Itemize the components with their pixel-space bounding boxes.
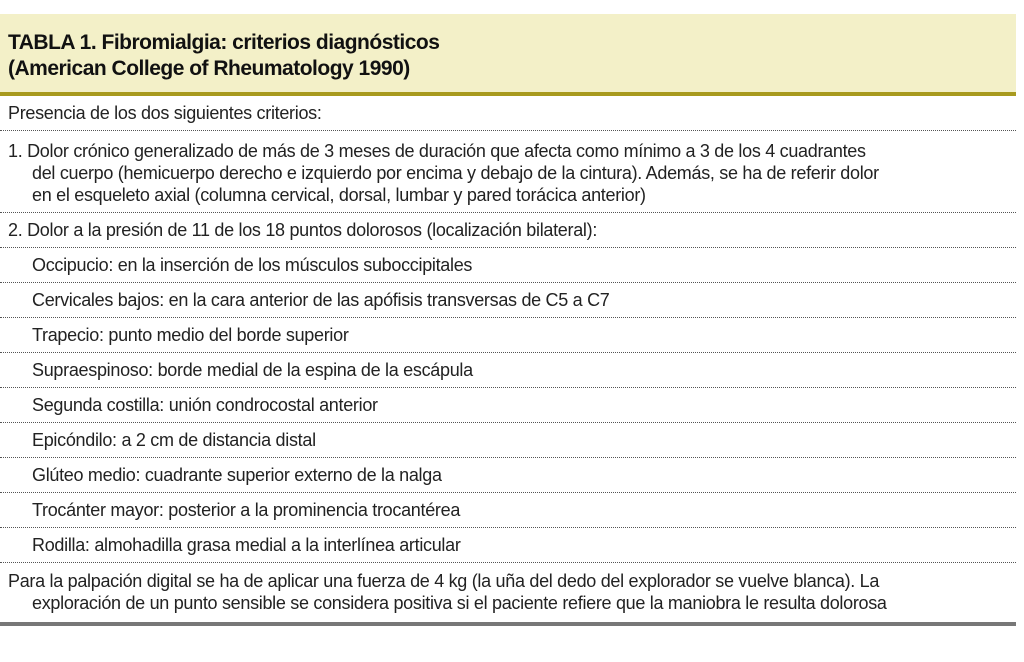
criteria-table xyxy=(0,14,1016,626)
tender-point-row: Rodilla: almohadilla grasa medial a la interlínea articular xyxy=(0,528,1016,563)
table-title xyxy=(0,14,1016,96)
intro-row: Presencia de los dos siguientes criterios: xyxy=(0,96,1016,131)
table-body xyxy=(0,96,1016,622)
footnote-line: exploración de un punto sensible se considera positiva si el paciente refiere que la maniobra le resulta dolorosa xyxy=(32,593,887,613)
criterion-1-line: del cuerpo (hemicuerpo derecho e izquierdo por encima y debajo de la cintura). Además, se ha de referir dolor xyxy=(32,163,879,183)
criterion-1-line: 1. Dolor crónico generalizado de más de 3 meses de duración que afecta como mínimo a 3 de los 4 cuadrantes xyxy=(8,141,866,161)
table-bottom-rule xyxy=(0,622,1016,626)
footnote-row xyxy=(0,563,1016,622)
tender-point-row: Trapecio: punto medio del borde superior xyxy=(0,318,1016,353)
tender-point-row: Glúteo medio: cuadrante superior externo de la nalga xyxy=(0,458,1016,493)
footnote-line: Para la palpación digital se ha de aplicar una fuerza de 4 kg (la uña del dedo del explorador se vuelve blanca). La xyxy=(8,571,880,591)
tender-point-row: Occipucio: en la inserción de los músculos suboccipitales xyxy=(0,248,1016,283)
tender-point-row: Trocánter mayor: posterior a la prominencia trocantérea xyxy=(0,493,1016,528)
tender-point-row: Supraespinoso: borde medial de la espina de la escápula xyxy=(0,353,1016,388)
criterion-2-heading: 2. Dolor a la presión de 11 de los 18 puntos dolorosos (localización bilateral): xyxy=(0,213,1016,248)
criterion-1-line: en el esqueleto axial (columna cervical, dorsal, lumbar y pared torácica anterior) xyxy=(32,185,646,205)
tender-point-row: Cervicales bajos: en la cara anterior de las apófisis transversas de C5 a C7 xyxy=(0,283,1016,318)
criterion-1-row xyxy=(0,131,1016,213)
tender-point-row: Segunda costilla: unión condrocostal anterior xyxy=(0,388,1016,423)
table-title-line-1: TABLA 1. Fibromialgia: criterios diagnósticos xyxy=(8,31,440,54)
table-title-line-2: (American College of Rheumatology 1990) xyxy=(8,57,410,80)
tender-point-row: Epicóndilo: a 2 cm de distancia distal xyxy=(0,423,1016,458)
